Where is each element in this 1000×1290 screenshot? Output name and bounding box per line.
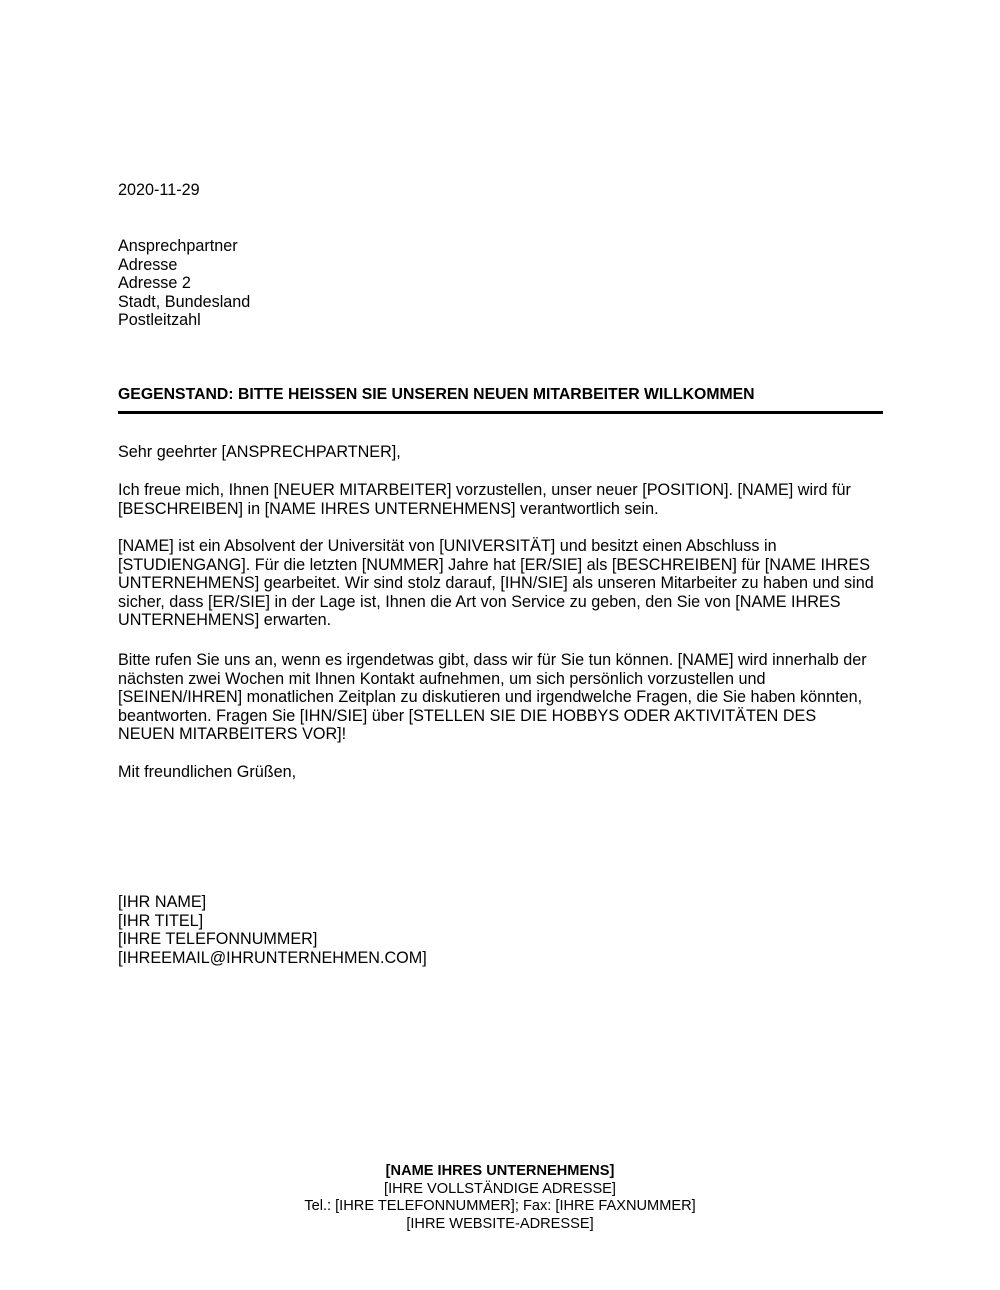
paragraph-line: UNTERNEHMENS] gearbeitet. Wir sind stolz darauf, [IHN/SIE] als unseren Mitarbeiter zu haben und sind <box>118 574 874 592</box>
closing: Mit freundlichen Grüßen, <box>118 763 297 781</box>
subject-divider <box>118 411 883 414</box>
signature-email: [IHREEMAIL@IHRUNTERNEHMEN.COM] <box>118 948 427 967</box>
letter-date: 2020-11-29 <box>118 181 200 199</box>
paragraph-line: UNTERNEHMENS] erwarten. <box>118 611 332 629</box>
paragraph-line: [SEINEN/IHREN] monatlichen Zeitplan zu diskutieren und irgendwelche Fragen, die Sie haben könnten, <box>118 688 863 706</box>
signature-phone: [IHRE TELEFONNUMMER] <box>118 930 318 948</box>
recipient-city-state: Stadt, Bundesland <box>118 292 251 311</box>
subject-heading: GEGENSTAND: BITTE HEISSEN SIE UNSEREN NEUEN MITARBEITER WILLKOMMEN <box>118 386 755 403</box>
paragraph-line: NEUEN MITARBEITERS VOR]! <box>118 725 347 743</box>
salutation: Sehr geehrter [ANSPRECHPARTNER], <box>118 443 401 461</box>
recipient-postal-code: Postleitzahl <box>118 311 201 329</box>
company-footer <box>0 1163 1000 1233</box>
paragraph-line: [NAME] ist ein Absolvent der Universität von [UNIVERSITÄT] und besitzt einen Abschluss in <box>118 537 777 555</box>
paragraph-line: sicher, dass [ER/SIE] in der Lage ist, Ihnen die Art von Service zu geben, den Sie von [NAME IHRES <box>118 592 841 611</box>
paragraph-line: [BESCHREIBEN] in [NAME IHRES UNTERNEHMENS] verantwortlich sein. <box>118 499 659 518</box>
paragraph-line: nächsten zwei Wochen mit Ihnen Kontakt aufnehmen, um sich persönlich vorzustellen und <box>118 669 766 688</box>
paragraph-line: [STUDIENGANG]. Für die letzten [NUMMER] Jahre hat [ER/SIE] als [BESCHREIBEN] für [NAME IHRES <box>118 555 871 574</box>
recipient-address <box>118 237 250 330</box>
footer-website: [IHRE WEBSITE-ADRESSE] <box>406 1215 594 1232</box>
paragraph-introduction <box>118 481 888 518</box>
paragraph-contact-request <box>118 651 888 744</box>
paragraph-line: beantworten. Fragen Sie [IHN/SIE] über [STELLEN SIE DIE HOBBYS ODER AKTIVITÄTEN DES <box>118 706 817 725</box>
signature-title: [IHR TITEL] <box>118 911 204 930</box>
recipient-address-line1: Adresse <box>118 255 178 274</box>
signature-name: [IHR NAME] <box>118 893 207 911</box>
footer-company-name: [NAME IHRES UNTERNEHMENS] <box>385 1163 615 1179</box>
footer-address: [IHRE VOLLSTÄNDIGE ADRESSE] <box>384 1180 616 1197</box>
paragraph-line: Ich freue mich, Ihnen [NEUER MITARBEITER] vorzustellen, unser neuer [POSITION]. [NAME] wird für <box>118 481 851 499</box>
recipient-address-line2: Adresse 2 <box>118 274 191 292</box>
paragraph-line: Bitte rufen Sie uns an, wenn es irgendetwas gibt, dass wir für Sie tun können. [NAME] wird innerhalb der <box>118 651 867 669</box>
signature-block <box>118 893 427 967</box>
paragraph-background <box>118 537 888 630</box>
recipient-contact: Ansprechpartner <box>118 237 238 255</box>
footer-contact: Tel.: [IHRE TELEFONNUMMER]; Fax: [IHRE FAXNUMMER] <box>304 1198 696 1214</box>
